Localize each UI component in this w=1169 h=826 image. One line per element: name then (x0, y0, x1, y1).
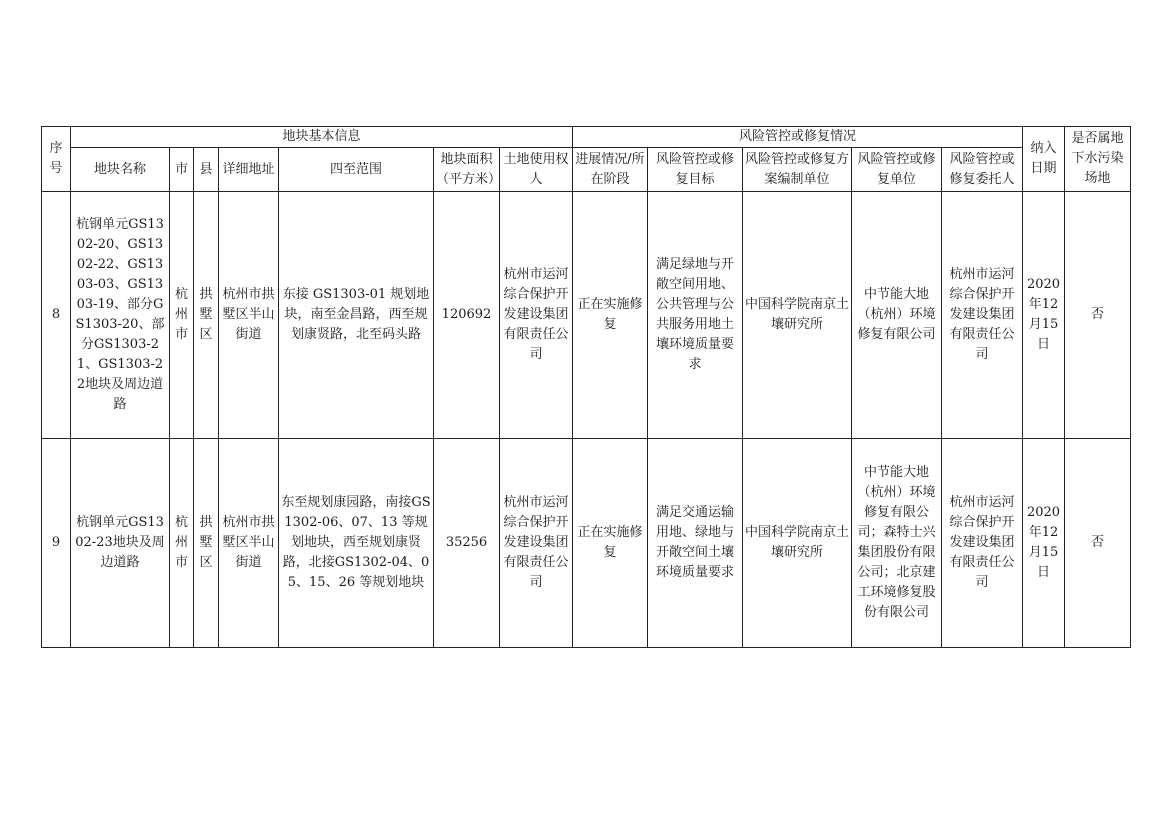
cell-plan-unit: 中国科学院南京土壤研究所 (743, 192, 852, 439)
header-group-basic-info: 地块基本信息 (71, 127, 573, 148)
cell-city: 杭州市 (170, 192, 194, 439)
cell-target: 满足交通运输用地、绿地与开敞空间土壤环境质量要求 (648, 439, 743, 648)
header-group-row (42, 127, 1131, 148)
cell-progress: 正在实施修复 (573, 192, 648, 439)
header-date: 纳入日期 (1023, 127, 1065, 192)
header-seq: 序号 (42, 127, 71, 192)
header-county: 县 (194, 148, 219, 192)
table-row (42, 192, 1131, 439)
header-boundaries: 四至范围 (279, 148, 434, 192)
cell-area: 35256 (434, 439, 500, 648)
header-city: 市 (170, 148, 194, 192)
header-plot-name: 地块名称 (71, 148, 170, 192)
cell-land-user: 杭州市运河综合保护开发建设集团有限责任公司 (500, 192, 573, 439)
cell-groundwater: 否 (1065, 439, 1131, 648)
header-plan-unit: 风险管控或修复方案编制单位 (743, 148, 852, 192)
cell-plot-name: 杭钢单元GS1302-20、GS1302-22、GS1303-03、GS1303-19、部分GS1303-20、部分GS1303-21、GS1303-22地块及周边道路 (71, 192, 170, 439)
header-repair-unit: 风险管控或修复单位 (852, 148, 942, 192)
cell-county: 拱墅区 (194, 439, 219, 648)
header-group-risk-control: 风险管控或修复情况 (573, 127, 1023, 148)
cell-address: 杭州市拱墅区半山街道 (219, 439, 279, 648)
header-land-user: 土地使用权人 (500, 148, 573, 192)
cell-plot-name: 杭钢单元GS1302-23地块及周边道路 (71, 439, 170, 648)
cell-groundwater: 否 (1065, 192, 1131, 439)
cell-address: 杭州市拱墅区半山街道 (219, 192, 279, 439)
cell-area: 120692 (434, 192, 500, 439)
cell-repair-unit: 中节能大地（杭州）环境修复有限公司；森特士兴集团股份有限公司；北京建工环境修复股份有限公司 (852, 439, 942, 648)
contaminated-sites-table (41, 126, 1131, 648)
header-sub-row (42, 148, 1131, 192)
header-target: 风险管控或修复目标 (648, 148, 743, 192)
cell-repair-unit: 中节能大地（杭州）环境修复有限公司 (852, 192, 942, 439)
cell-boundaries: 东至规划康园路，南接GS1302-06、07、13 等规划地块，西至规划康贤路，北接GS1302-04、05、15、26 等规划地块 (279, 439, 434, 648)
cell-seq: 9 (42, 439, 71, 648)
cell-county: 拱墅区 (194, 192, 219, 439)
cell-seq: 8 (42, 192, 71, 439)
header-groundwater: 是否属地下水污染场地 (1065, 127, 1131, 192)
cell-boundaries: 东接 GS1303-01 规划地块，南至金昌路，西至规划康贤路，北至码头路 (279, 192, 434, 439)
cell-date: 2020年12月15日 (1023, 439, 1065, 648)
cell-city: 杭州市 (170, 439, 194, 648)
cell-progress: 正在实施修复 (573, 439, 648, 648)
header-address: 详细地址 (219, 148, 279, 192)
header-client: 风险管控或修复委托人 (942, 148, 1023, 192)
cell-client: 杭州市运河综合保护开发建设集团有限责任公司 (942, 439, 1023, 648)
cell-client: 杭州市运河综合保护开发建设集团有限责任公司 (942, 192, 1023, 439)
header-progress: 进展情况/所在阶段 (573, 148, 648, 192)
cell-land-user: 杭州市运河综合保护开发建设集团有限责任公司 (500, 439, 573, 648)
cell-date: 2020年12月15日 (1023, 192, 1065, 439)
header-area: 地块面积（平方米） (434, 148, 500, 192)
table-row (42, 439, 1131, 648)
cell-target: 满足绿地与开敞空间用地、公共管理与公共服务用地土壤环境质量要求 (648, 192, 743, 439)
cell-plan-unit: 中国科学院南京土壤研究所 (743, 439, 852, 648)
